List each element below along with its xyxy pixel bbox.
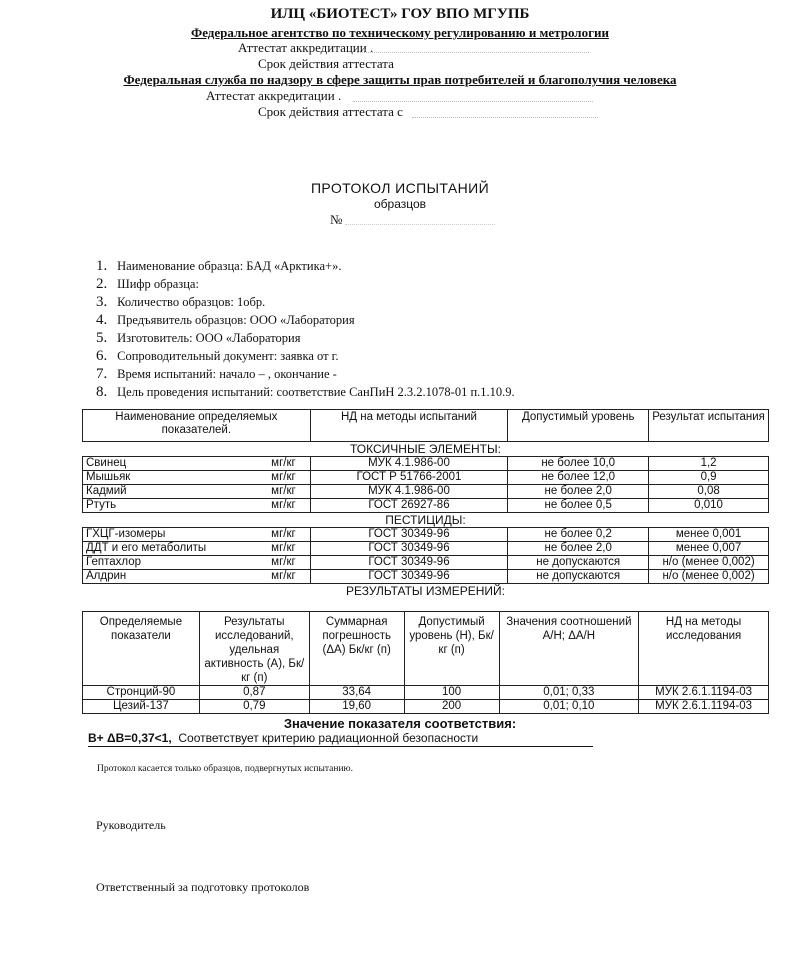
redacted-line: [353, 101, 593, 102]
result: 0,9: [649, 471, 769, 485]
protocol-number: №: [330, 212, 343, 227]
method: МУК 2.6.1.1194-03: [639, 686, 769, 700]
unit: мг/кг: [257, 499, 310, 513]
header-limit: Допустимый уровень: [508, 410, 649, 442]
signature-head: Руководитель: [96, 818, 166, 832]
activity: 0,87: [199, 686, 309, 700]
info-item: 2. Шифр образца:: [96, 276, 199, 292]
info-item: 3. Количество образцов: 1обр.: [96, 294, 266, 310]
redacted-line: [345, 224, 495, 225]
method: МУК 4.1.986-00: [310, 485, 508, 499]
limit: не более 10,0: [508, 457, 649, 471]
table-row: [83, 556, 769, 570]
indicator-name: Алдрин: [83, 570, 258, 584]
certificate-validity-1: Срок действия аттестата: [258, 56, 394, 71]
header-activity: Результаты исследований, удельная активность (А), Бк/кг (п): [199, 612, 309, 686]
table-row: [83, 485, 769, 499]
measurement-results-table: [82, 611, 769, 714]
limit: не более 0,5: [508, 499, 649, 513]
info-item: 6. Сопроводительный документ: заявка от г.: [96, 348, 339, 364]
method: ГОСТ Р 51766-2001: [310, 471, 508, 485]
unit: мг/кг: [257, 485, 310, 499]
table-row: [83, 471, 769, 485]
limit: не более 2,0: [508, 542, 649, 556]
error: 19,60: [309, 700, 404, 714]
method: ГОСТ 30349-96: [310, 528, 508, 542]
unit: мг/кг: [257, 457, 310, 471]
indicator-name: Мышьяк: [83, 471, 258, 485]
table-row: [83, 686, 769, 700]
agency-consumer-protection: Федеральная служба по надзору в сфере защиты прав потребителей и благополучия человека: [123, 72, 677, 87]
method: ГОСТ 26927-86: [310, 499, 508, 513]
table-header-row: [83, 612, 769, 686]
info-item: 4. Предъявитель образцов: ООО «Лаборатория: [96, 312, 355, 328]
ratio: 0,01; 0,33: [499, 686, 639, 700]
limit: 100: [404, 686, 499, 700]
accreditation-certificate-2: Аттестат аккредитации .: [206, 88, 342, 103]
unit: мг/кг: [257, 471, 310, 485]
table-row: [83, 570, 769, 584]
accreditation-certificate-1: Аттестат аккредитации .: [238, 40, 374, 55]
compliance-statement: [88, 731, 593, 747]
indicator-name: Кадмий: [83, 485, 258, 499]
limit: не более 12,0: [508, 471, 649, 485]
protocol-title: ПРОТОКОЛ ИСПЫТАНИЙ: [310, 180, 490, 196]
result: 1,2: [649, 457, 769, 471]
info-item: 5. Изготовитель: ООО «Лаборатория: [96, 330, 301, 346]
result: 0,010: [649, 499, 769, 513]
limit: 200: [404, 700, 499, 714]
table-row: [83, 700, 769, 714]
redacted-line: [412, 117, 598, 118]
unit: мг/кг: [257, 570, 310, 584]
method: МУК 2.6.1.1194-03: [639, 700, 769, 714]
table-row: [83, 457, 769, 471]
header-method: НД на методы испытаний: [310, 410, 508, 442]
activity: 0,79: [199, 700, 309, 714]
header-indicator: Наименование определяемых показателей.: [83, 410, 311, 442]
table-row: [83, 528, 769, 542]
method: МУК 4.1.986-00: [310, 457, 508, 471]
header-method: НД на методы исследования: [639, 612, 769, 686]
org-title: ИЛЦ «БИОТЕСТ» ГОУ ВПО МГУПБ: [270, 6, 530, 22]
unit: мг/кг: [257, 542, 310, 556]
indicator-name: Стронций-90: [83, 686, 200, 700]
limit: не допускаются: [508, 556, 649, 570]
method: ГОСТ 30349-96: [310, 570, 508, 584]
result: н/о (менее 0,002): [649, 556, 769, 570]
limit: не более 0,2: [508, 528, 649, 542]
header-limit: Допустимый уровень (Н), Бк/кг (п): [404, 612, 499, 686]
table-row: [83, 542, 769, 556]
method: ГОСТ 30349-96: [310, 542, 508, 556]
indicator-name: Свинец: [83, 457, 258, 471]
compliance-conclusion: Соответствует критерию радиационной безопасности: [178, 731, 479, 745]
info-item: 8. Цель проведения испытаний: соответствие СанПиН 2.3.2.1078-01 п.1.10.9.: [96, 384, 515, 400]
limit: не допускаются: [508, 570, 649, 584]
result: менее 0,001: [649, 528, 769, 542]
signature-responsible: Ответственный за подготовку протоколов: [96, 880, 310, 894]
indicator-name: Цезий-137: [83, 700, 200, 714]
table-row: [83, 499, 769, 513]
protocol-subtitle: образцов: [373, 197, 427, 211]
compliance-title: Значение показателя соответствия:: [283, 716, 517, 731]
unit: мг/кг: [257, 556, 310, 570]
ratio: 0,01; 0,10: [499, 700, 639, 714]
redacted-line: [357, 52, 589, 53]
result: 0,08: [649, 485, 769, 499]
protocol-note: Протокол касается только образцов, подвергнутых испытанию.: [97, 764, 353, 774]
error: 33,64: [309, 686, 404, 700]
section-title: ПЕСТИЦИДЫ:: [385, 513, 466, 527]
agency-tech-regulation: Федеральное агентство по техническому регулированию и метрологии: [191, 25, 609, 40]
result: н/о (менее 0,002): [649, 570, 769, 584]
indicator-name: ГХЦГ-изомеры: [83, 528, 258, 542]
table-header-row: [83, 410, 769, 442]
indicator-name: Гептахлор: [83, 556, 258, 570]
info-item: 7. Время испытаний: начало – , окончание -: [96, 366, 337, 382]
section-title: ТОКСИЧНЫЕ ЭЛЕМЕНТЫ:: [350, 442, 501, 456]
info-item: 1. Наименование образца: БАД «Арктика+».: [96, 258, 342, 274]
result: менее 0,007: [649, 542, 769, 556]
limit: не более 2,0: [508, 485, 649, 499]
section-title: РЕЗУЛЬТАТЫ ИЗМЕРЕНИЙ:: [345, 584, 506, 598]
header-error: Суммарная погрешность (ΔА) Бк/кг (п): [309, 612, 404, 686]
header-ratio: Значения соотношений А/Н; ΔА/Н: [499, 612, 639, 686]
indicator-name: Ртуть: [83, 499, 258, 513]
compliance-formula: В+ ΔВ=0,37<1,: [88, 731, 172, 745]
method: ГОСТ 30349-96: [310, 556, 508, 570]
header-result: Результат испытания: [649, 410, 769, 442]
indicator-name: ДДТ и его метаболиты: [83, 542, 258, 556]
header-indicator: Определяемые показатели: [83, 612, 200, 686]
test-results-table: [82, 409, 769, 598]
certificate-validity-2: Срок действия аттестата с: [258, 104, 403, 119]
unit: мг/кг: [257, 528, 310, 542]
